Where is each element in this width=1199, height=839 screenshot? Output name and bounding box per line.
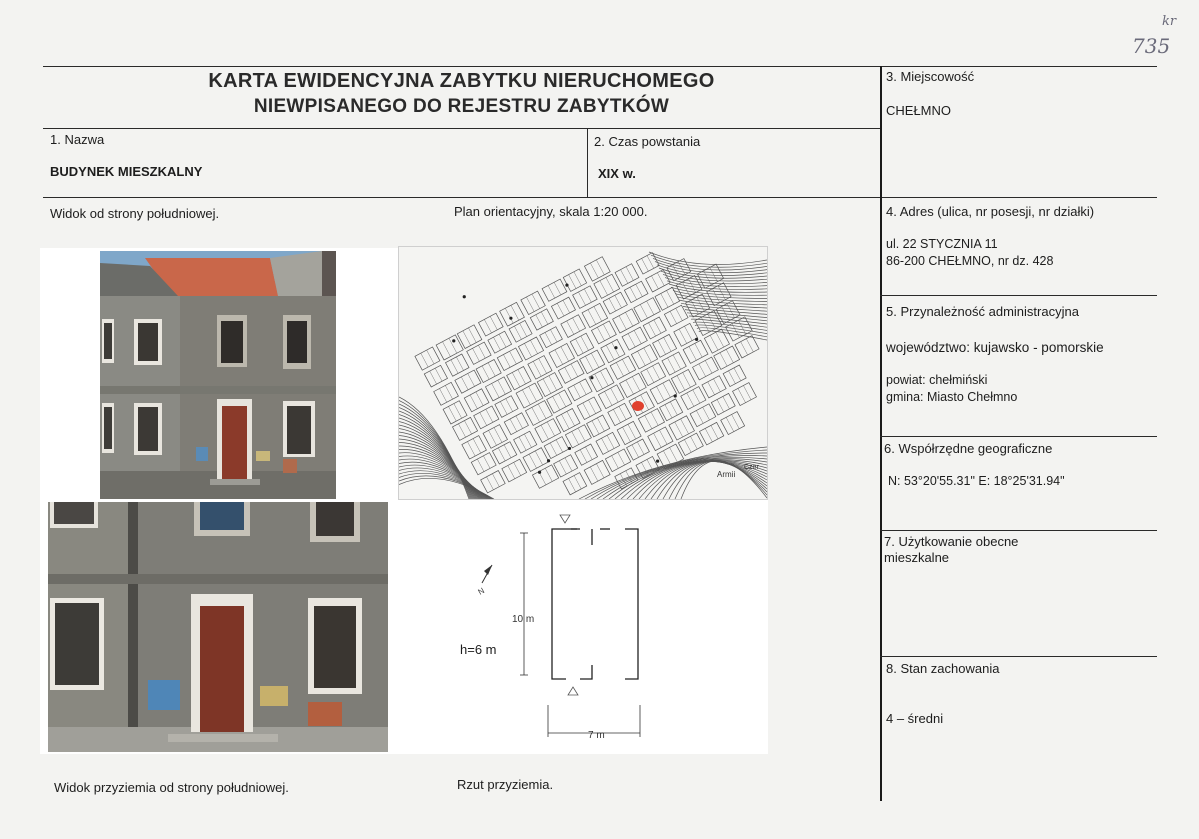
gmina-value: gmina: Miasto Chełmno bbox=[886, 390, 1018, 404]
caption-widok: Widok od strony południowej. bbox=[50, 206, 220, 221]
uzytkowanie-label: 7. Użytkowanie obecne bbox=[884, 534, 1019, 549]
width-label: 7 m bbox=[588, 730, 605, 741]
height-label: h=6 m bbox=[460, 642, 497, 657]
caption-widok-parter: Widok przyziemia od strony południowej. bbox=[54, 780, 289, 795]
title-divider bbox=[43, 128, 880, 129]
handwritten-mark: kr bbox=[1162, 14, 1177, 29]
handwritten-number: 735 bbox=[1132, 34, 1171, 58]
page-title: KARTA EWIDENCYJNA ZABYTKU NIERUCHOMEGO bbox=[208, 70, 715, 92]
adres-label: 4. Adres (ulica, nr posesji, nr działki) bbox=[886, 204, 1095, 219]
right-column-divider bbox=[880, 66, 882, 801]
floor-plan bbox=[440, 505, 680, 755]
top-border bbox=[43, 66, 1157, 67]
divider-4-5 bbox=[880, 295, 1157, 296]
stan-value: 4 – średni bbox=[886, 711, 944, 726]
divider-6-7 bbox=[880, 530, 1157, 531]
adres-line2: 86-200 CHEŁMNO, nr dz. 428 bbox=[886, 254, 1054, 268]
divider-7-8 bbox=[880, 656, 1157, 657]
wspolrzedne-value: N: 53°20'55.31" E: 18°25'31.94" bbox=[888, 474, 1065, 488]
uzytkowanie-value: mieszkalne bbox=[884, 550, 950, 565]
orientation-map bbox=[398, 246, 768, 500]
nazwa-label: 1. Nazwa bbox=[50, 132, 105, 147]
north-label: N bbox=[476, 586, 487, 597]
fields-divider bbox=[43, 197, 1157, 198]
name-date-divider bbox=[587, 128, 588, 197]
location-marker bbox=[632, 401, 644, 411]
nazwa-value: BUDYNEK MIESZKALNY bbox=[50, 164, 203, 179]
wspolrzedne-label: 6. Współrzędne geograficzne bbox=[884, 441, 1053, 456]
page-subtitle: NIEWPISANEGO DO REJESTRU ZABYTKÓW bbox=[253, 96, 670, 117]
adres-line1: ul. 22 STYCZNIA 11 bbox=[886, 237, 998, 251]
powiat-value: powiat: chełmiński bbox=[886, 373, 988, 387]
length-label: 10 m bbox=[512, 614, 535, 625]
map-label-armii: Armii bbox=[717, 470, 736, 479]
czas-value: XIX w. bbox=[598, 166, 636, 181]
ground-floor-photo bbox=[48, 502, 388, 752]
map-label-czer: Czer bbox=[744, 464, 759, 471]
przynaleznosc-label: 5. Przynależność administracyjna bbox=[886, 304, 1079, 319]
caption-plan: Plan orientacyjny, skala 1:20 000. bbox=[454, 204, 648, 219]
czas-label: 2. Czas powstania bbox=[594, 134, 701, 149]
miejscowosc-label: 3. Miejscowość bbox=[886, 69, 975, 84]
building-photo bbox=[100, 251, 336, 499]
caption-rzut: Rzut przyziemia. bbox=[457, 777, 554, 792]
divider-5-6 bbox=[880, 436, 1157, 437]
wojewodztwo-value: województwo: kujawsko - pomorskie bbox=[886, 340, 1104, 355]
stan-label: 8. Stan zachowania bbox=[886, 661, 1000, 676]
miejscowosc-value: CHEŁMNO bbox=[886, 103, 952, 118]
